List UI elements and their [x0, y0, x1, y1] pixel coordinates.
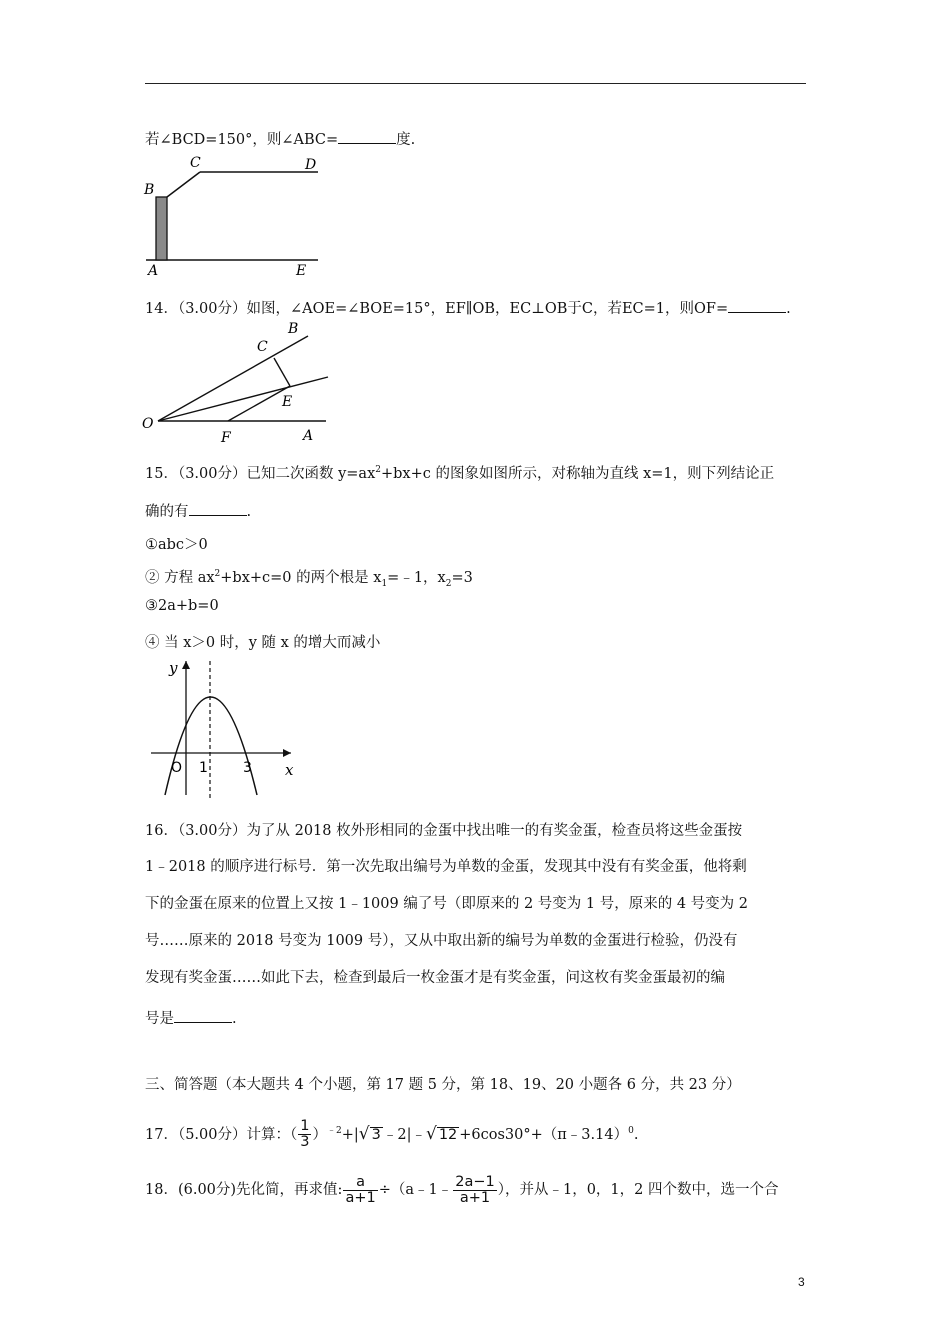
header-rule — [145, 83, 806, 84]
section-3-heading: 三、简答题（本大题共 4 个小题，第 17 题 5 分，第 18、19、20 小题各 6 分，共 23 分） — [145, 1077, 741, 1093]
fig14-label-a: A — [303, 428, 314, 444]
q15-option-3: ③2a+b=0 — [145, 598, 219, 614]
page-number: 3 — [798, 1275, 805, 1289]
fig15-label-y: y — [169, 659, 178, 677]
fig15-label-origin: O — [171, 760, 183, 776]
q13-text-pre: 若∠BCD=150°，则∠ABC= — [145, 132, 339, 148]
fig14-label-o: O — [142, 416, 154, 432]
q17-frac-num: 1 — [300, 1118, 310, 1135]
fig14-label-e: E — [282, 394, 293, 410]
q15-line1-post: +bx+c 的图象如图所示，对称轴为直线 x=1，则下列结论正 — [381, 466, 775, 482]
q17-frac-den: 3 — [300, 1134, 310, 1151]
fig15-label-1: 1 — [199, 760, 208, 776]
q15-line2-post: . — [246, 504, 252, 520]
radical-icon: √ — [425, 1123, 437, 1144]
fig14-segment-ef — [228, 386, 293, 421]
fig13-label-e: E — [296, 263, 307, 279]
q17-pre: 17．（5.00分）计算：（ — [145, 1126, 298, 1143]
q18-div: ÷（a﹣1﹣ — [378, 1182, 453, 1198]
q15-line2 — [145, 500, 251, 521]
q15-opt2-a: ② 方程 ax — [145, 570, 215, 586]
radical-icon: √ — [358, 1123, 370, 1144]
q17-post: +6cos30°+（π﹣3.14） — [459, 1126, 629, 1143]
fig14-ray-oe — [158, 377, 328, 421]
q15-opt2-sub1: 1 — [381, 578, 388, 589]
fig13-post — [156, 197, 167, 260]
q17-expression: 17．（5.00分）计算：（ $\frac{1}{3}$ ）$^{﹣2}$+|√ 3 ﹣2|﹣√ 12 +6cos30°+（π﹣3.14）$^0$. — [145, 1118, 639, 1151]
fig15-parabola-graph — [145, 655, 300, 800]
fig13-diagram — [140, 150, 330, 280]
fig15-parabola-curve — [165, 697, 257, 795]
fig13-segment-bc — [167, 172, 200, 197]
q14-text-pre: 14．（3.00分）如图，∠AOE=∠BOE=15°，EF∥OB，EC⊥OB于C，若EC=1，则OF= — [145, 301, 729, 317]
q17-end: . — [633, 1126, 639, 1143]
fig15-label-x: x — [285, 761, 294, 779]
q18-f1-num: a — [343, 1175, 377, 1191]
q16-line-3: 下的金蛋在原来的位置上又按 1﹣1009 编了号（即原来的 2 号变为 1 号，原来的 4 号变为 2 — [145, 896, 749, 912]
q14-answer-blank — [728, 300, 786, 313]
fig13-label-a: A — [148, 263, 159, 279]
q16-line-4: 号……原来的 2018 号变为 1009 号），又从中取出新的编号为单数的金蛋进行检验，仍没有 — [145, 933, 738, 949]
fig14-segment-ec — [274, 358, 290, 386]
fig13-label-b: B — [144, 182, 155, 198]
q13-text — [145, 128, 415, 149]
q18-post: ），并从﹣1，0，1，2 四个数中，选一个合 — [497, 1182, 779, 1198]
q17-sqrt3: 3 — [371, 1126, 381, 1143]
q16-line-5: 发现有奖金蛋……如此下去，检查到最后一枚金蛋才是有奖金蛋，问这枚有奖金蛋最初的编 — [145, 970, 725, 986]
q15-option-4: ④ 当 x＞0 时，y 随 x 的增大而减小 — [145, 635, 381, 651]
q17-mid2: ﹣2|﹣ — [382, 1126, 426, 1143]
q13-text-post: 度. — [396, 132, 416, 148]
q15-opt2-d: =3 — [451, 570, 473, 586]
fig14-label-b: B — [288, 321, 299, 337]
fig14-diagram — [138, 318, 338, 446]
q16-line-2: 1﹣2018 的顺序进行标号．第一次先取出编号为单数的金蛋，发现其中没有有奖金蛋，他将剩 — [145, 859, 747, 875]
q18-f2-num: 2a−1 — [455, 1173, 495, 1190]
q16-line-6 — [145, 1007, 237, 1028]
q15-opt2-sup: 2 — [214, 569, 221, 580]
q16-line-1: 16．（3.00分）为了从 2018 枚外形相同的金蛋中找出唯一的有奖金蛋，检查员将这些金蛋按 — [145, 823, 743, 839]
q15-option-1: ①abc＞0 — [145, 537, 208, 553]
fig13-label-c: C — [190, 155, 201, 171]
q18-f1-den: a+1 — [345, 1189, 376, 1206]
q16-last-pre: 号是 — [145, 1011, 174, 1027]
q13-answer-blank — [338, 131, 396, 144]
q18-pre: 18．(6.00分)先化简，再求值: — [145, 1182, 343, 1198]
q15-line2-pre: 确的有 — [145, 504, 189, 520]
fig15-y-arrow — [182, 661, 190, 669]
q18-f2-den: a+1 — [459, 1189, 491, 1206]
q15-line1-pre: 15．（3.00分）已知二次函数 y=ax — [145, 466, 376, 482]
q17-sqrt12: 12 — [438, 1126, 458, 1143]
q17-exp: ﹣2 — [326, 1126, 342, 1136]
q17-mid1: +| — [341, 1126, 359, 1143]
fig13-label-d: D — [305, 157, 317, 173]
q14-text-post: . — [786, 301, 791, 317]
q15-option-2 — [145, 566, 473, 589]
q15-line1 — [145, 462, 774, 483]
q18-fraction-1 — [343, 1175, 377, 1206]
q16-answer-blank — [174, 1010, 232, 1023]
q14-text — [145, 297, 791, 318]
fig15-label-3: 3 — [243, 760, 252, 776]
q18-fraction-2 — [453, 1175, 497, 1206]
q16-last-post: . — [232, 1011, 237, 1027]
q17-fraction — [298, 1119, 311, 1150]
fig14-label-c: C — [257, 339, 268, 355]
q18-expression — [145, 1172, 779, 1208]
fig15-x-arrow — [283, 749, 291, 757]
q15-line1-sup: 2 — [375, 465, 381, 476]
q15-opt2-sub2: 2 — [445, 578, 452, 589]
q15-opt2-c: =﹣1，x — [387, 570, 446, 586]
q15-opt2-b: +bx+c=0 的两个根是 x — [220, 570, 382, 586]
q17-exp0: 0 — [628, 1126, 634, 1136]
q15-answer-blank — [189, 503, 247, 516]
fig14-label-f: F — [221, 430, 231, 446]
